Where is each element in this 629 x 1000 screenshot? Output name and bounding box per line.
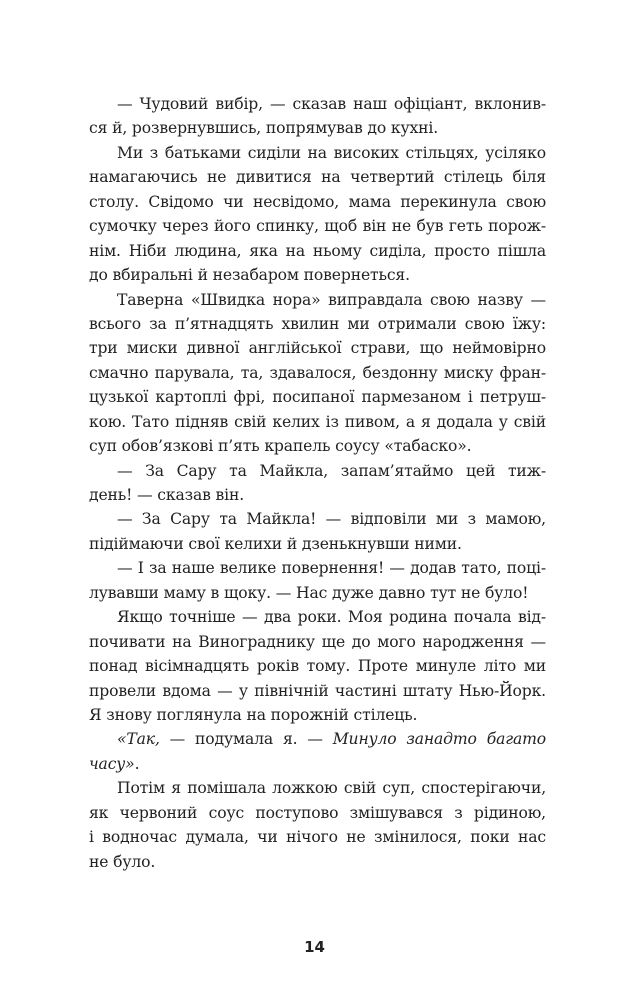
text-line: — І за наше велике повернення! — додав тато, поці- [117,559,546,578]
text-line: до вбиральні й незабаром повернеться. [89,266,410,285]
text-line: лувавши маму в щоку. — Нас дуже давно тут не було! [89,583,529,602]
text-line: три миски дивної англійської страви, що неймовірно [89,339,546,358]
text-line: і водночас думала, чи нічого не змінилося, поки нас [89,828,546,847]
text-line: провели вдома — у північній частині штату Нью-Йорк. [89,681,546,700]
italic-text: часу» [89,754,135,773]
text-line: підіймаючи свої келихи й дзенькнувши ними. [89,534,462,553]
paragraph [89,288,546,459]
text-line: — Чудовий вибір, — сказав наш офіціант, вклонив- [117,95,546,113]
text-segment: . [134,754,140,773]
paragraph [89,727,546,776]
text-line [89,727,546,751]
text-line: столу. Свідомо чи несвідомо, мама перекинула свою [89,192,546,211]
text-line: — За Сару та Майкла, запам’ятаймо цей тиж- [117,461,546,480]
text-segment: подумала я. [195,730,308,749]
paragraph [89,92,546,141]
text-line: не було. [89,852,156,871]
text-line: Таверна «Швидка нора» виправдала свою назву — [117,290,546,309]
text-line: всього за п’ятнадцять хвилин ми отримали свою їжу: [89,314,546,333]
text-line: суп обов’язкові п’ять крапель соусу «табаско». [89,437,472,456]
italic-text: — Минуло занадто багато [307,730,546,749]
text-line: кою. Тато підняв свій келих із пивом, а я додала у свій [89,412,546,431]
text-line: Ми з батьками сиділи на високих стільцях, усіляко [117,143,546,162]
paragraph [89,605,546,727]
italic-text: «Так, — [117,730,196,749]
page-body-text [89,92,546,874]
text-line: понад вісімнадцять років тому. Проте минуле літо ми [89,657,546,676]
text-line: — За Сару та Майкла! — відповіли ми з мамою, [117,510,546,529]
text-line: почивати на Винограднику ще до мого народження — [89,632,546,651]
text-line: Я знову поглянула на порожній стілець. [89,705,418,724]
paragraph [89,776,546,874]
paragraph [89,141,546,288]
text-line: Якщо точніше — два роки. Моя родина почала від- [117,608,546,627]
paragraph [89,556,546,605]
text-line: сумочку через його спинку, щоб він не був геть порож- [89,217,546,236]
text-line [89,752,546,776]
text-line: ся й, розвернувшись, попрямував до кухні. [89,119,439,138]
text-line: день! — сказав він. [89,486,245,504]
text-line: намагаючись не дивитися на четвертий стілець біля [89,168,546,187]
text-line: як червоний соус поступово змішувався з рідиною, [89,803,546,822]
paragraph [89,507,546,556]
paragraph [89,459,546,508]
text-line: цузької картоплі фрі, посипаної пармезаном і петруш- [89,388,546,407]
page-number: 14 [304,938,325,956]
text-line: смачно парувала, та, здавалося, бездонну миску фран- [89,363,546,382]
text-line: Потім я помішала ложкою свій суп, спостерігаючи, [117,779,546,798]
text-line: нім. Ніби людина, яка на ньому сиділа, просто пішла [89,241,546,260]
